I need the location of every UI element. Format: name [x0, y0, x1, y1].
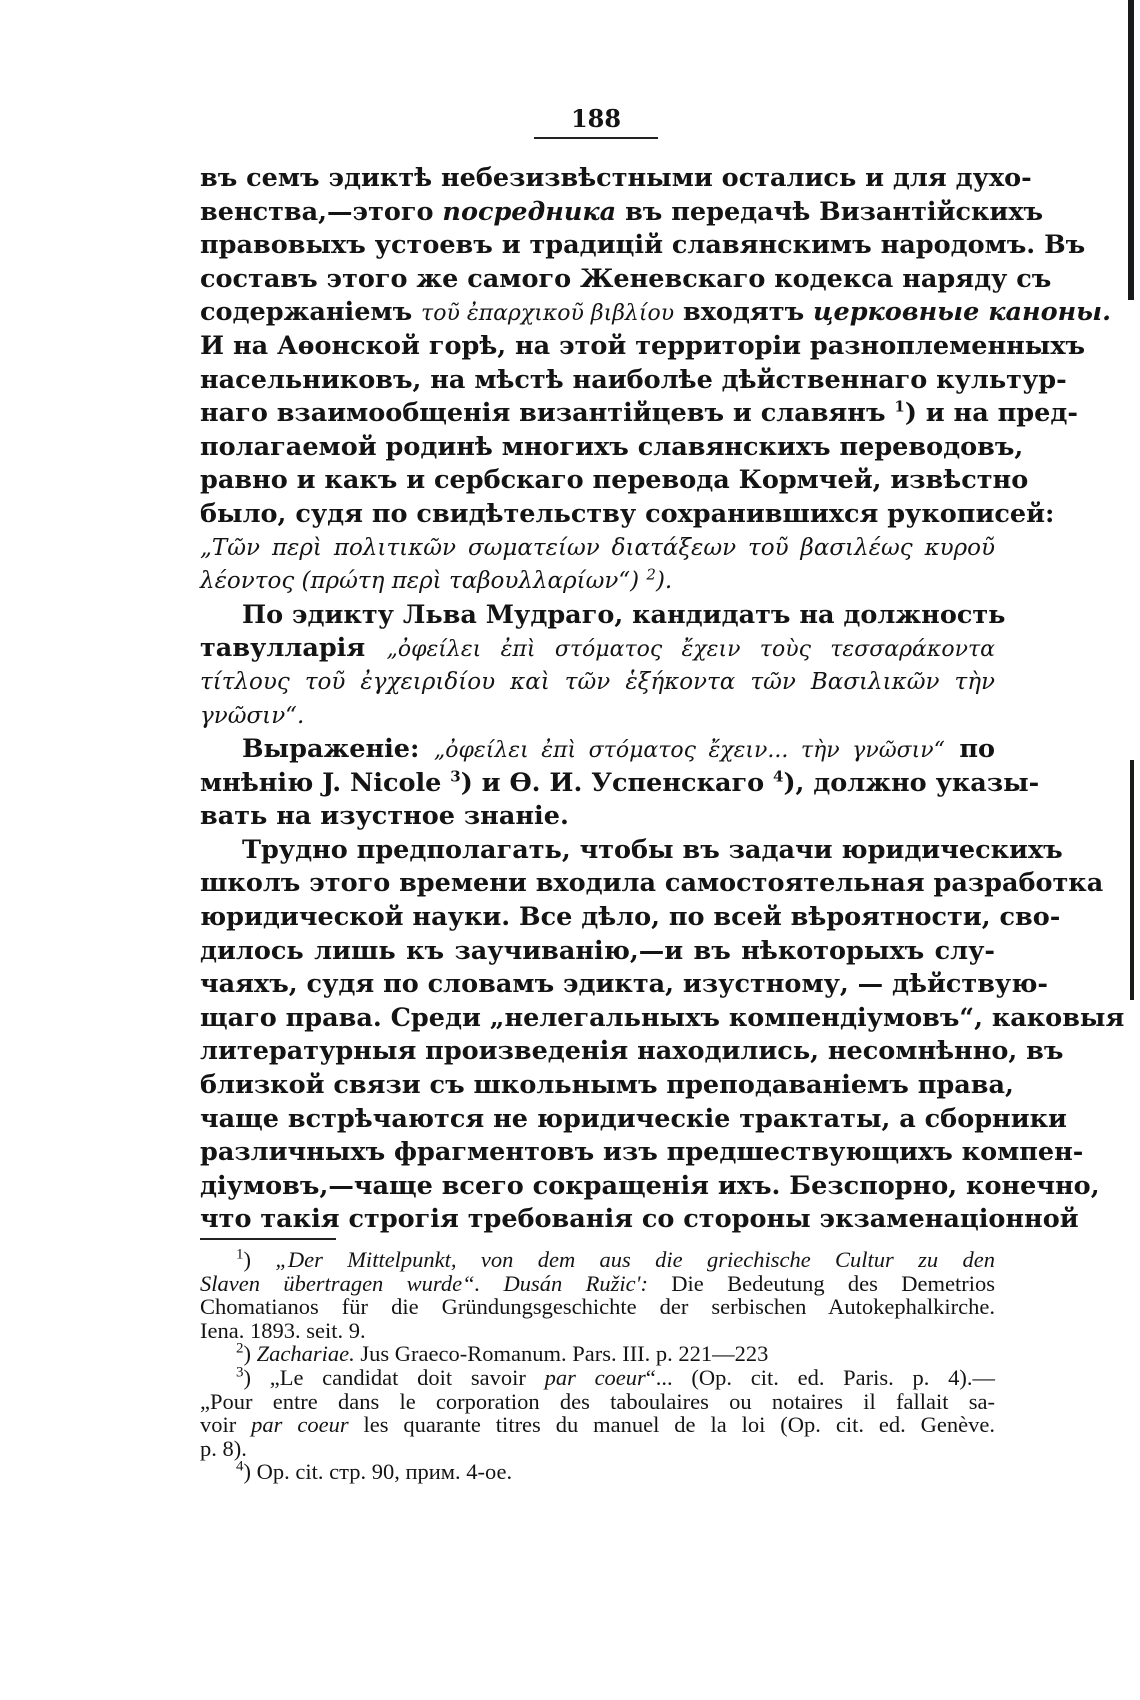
footnote-line: $^3$) „Le candidat doit savoir par coeur“... (Op. cit. ed. Paris. p. 4).—: [236, 1364, 995, 1390]
text-line: По эдикту Льва Мудраго, кандидатъ на должность: [242, 599, 1006, 630]
footnote-line: Chomatianos für die Gründungsgeschichte der serbischen Autokephalkirche.: [200, 1294, 995, 1320]
text-line: чаще встрѣчаются не юридическіе трактаты, а сборники: [200, 1103, 1067, 1134]
text-line: близкой связи съ школьнымъ преподаваніемъ права,: [200, 1070, 1014, 1101]
text-line: равно и какъ и сербскаго перевода Кормчей, извѣстно: [200, 465, 1029, 496]
text-line: венства,—этого посредника въ передачѣ Византійскихъ: [200, 196, 1044, 227]
text-line: наго взаимообщенія византійцевъ и славянъ $^1$) и на пред-: [200, 397, 1078, 429]
text-line: различныхъ фрагментовъ изъ предшествующихъ компен-: [200, 1137, 1084, 1168]
footnote-line: voir par coeur les quarante titres du manuel de la loi (Op. cit. ed. Genève.: [200, 1412, 995, 1438]
text-line: И на Аѳонской горѣ, на этой территоріи разноплеменныхъ: [200, 330, 1086, 361]
footnote-divider: [200, 1238, 336, 1240]
text-line: тавулларія „ὀφείλει ἐπὶ στόματος ἔχειν τοὺς τεσσαράκοντα: [200, 633, 995, 664]
text-line: вать на изустное знаніе.: [200, 801, 569, 832]
text-line: составъ этого же самого Женевскаго кодекса наряду съ: [200, 263, 1052, 294]
footnote-ref: 2: [646, 565, 656, 584]
footnote-ref: 1: [894, 397, 905, 416]
footnote-line: Slaven übertragen wurde“. Dusán Ružic': Die Bedeutung des Demetrios: [200, 1270, 995, 1296]
text-line: содержаніемъ τοῦ ἐπαρχικοῦ βιβλίου входятъ церковные каноны.: [200, 297, 1111, 328]
text-line: щаго права. Среди „нелегальныхъ компендіумовъ“, каковыя: [200, 1002, 1125, 1033]
text-line: Трудно предполагать, чтобы въ задачи юридическихъ: [242, 834, 1063, 865]
footnote-line: p. 8).: [200, 1435, 247, 1461]
body-text: [200, 162, 1125, 1237]
greek-line: τίτλους τοῦ ἐγχειριδίου καὶ τῶν ἑξήκοντα τῶν Βασιλικῶν τὴν: [200, 668, 995, 695]
text-line: Выраженіе: „ὀφείλει ἐπὶ στόματος ἔχειν... τὴν γνῶσιν“ по: [242, 734, 995, 765]
text-line: насельниковъ, на мѣстѣ наиболѣе дѣйственнаго культур-: [200, 364, 1067, 395]
text-line: правовыхъ устоевъ и традицій славянскимъ народомъ. Въ: [200, 230, 1086, 261]
scan-edge-mark: [1130, 760, 1134, 1000]
footnote-ref: 3: [450, 767, 461, 786]
text-line: дилось лишь къ заучиванію,—и въ нѣкоторыхъ слу-: [200, 935, 995, 966]
footnote-line: $^2$) Zachariae. Jus Graeco-Romanum. Pars. III. p. 221—223: [236, 1340, 769, 1367]
footnote-line: $^4$) Op. cit. стр. 90, прим. 4-ое.: [236, 1458, 513, 1485]
text-line: что такія строгія требованія со стороны экзаменаціонной: [200, 1204, 1079, 1235]
text-line: мнѣнію J. Nicole $^3$) и Ѳ. И. Успенскаго $^4$), должно указы-: [200, 767, 1040, 798]
footnote-line: $^1$) „Der Mittelpunkt, von dem aus die griechische Cultur zu den: [236, 1246, 995, 1272]
footnote-ref: 4: [773, 767, 784, 786]
text-line: литературныя произведенія находились, несомнѣнно, въ: [200, 1036, 1064, 1067]
text-line: школъ этого времени входила самостоятельная разработка: [200, 868, 1104, 899]
text-line: въ семъ эдиктѣ небезизвѣстными остались и для духо-: [200, 163, 1032, 193]
footnote-line: „Pour entre dans le corporation des taboulaires ou notaires il fallait sa-: [200, 1388, 995, 1414]
text-line: полагаемой родинѣ многихъ славянскихъ переводовъ,: [200, 431, 1024, 462]
text-line: юридической науки. Все дѣло, по всей вѣроятности, сво-: [200, 902, 1061, 933]
text-line: было, судя по свидѣтельству сохранившихся рукописей:: [200, 498, 1055, 529]
page-number: 188: [534, 104, 658, 139]
greek-line: λέοντος (πρώτη περὶ ταβουλλαρίων“) $^2$).: [200, 565, 673, 595]
footnote-line: Iena. 1893. seit. 9.: [200, 1317, 366, 1343]
greek-line: γνῶσιν“.: [200, 702, 305, 729]
text-line: чаяхъ, судя по словамъ эдикта, изустному, — дѣйствую-: [200, 969, 1048, 1000]
greek-line: „Τῶν περὶ πολιτικῶν σωματείων διατάξεων τοῦ βασιλέως κυροῦ: [200, 534, 995, 561]
footnotes: [200, 1248, 995, 1484]
text-line: діумовъ,—чаще всего сокращенія ихъ. Безспорно, конечно,: [200, 1170, 1100, 1201]
scan-edge-mark: [1128, 0, 1134, 300]
